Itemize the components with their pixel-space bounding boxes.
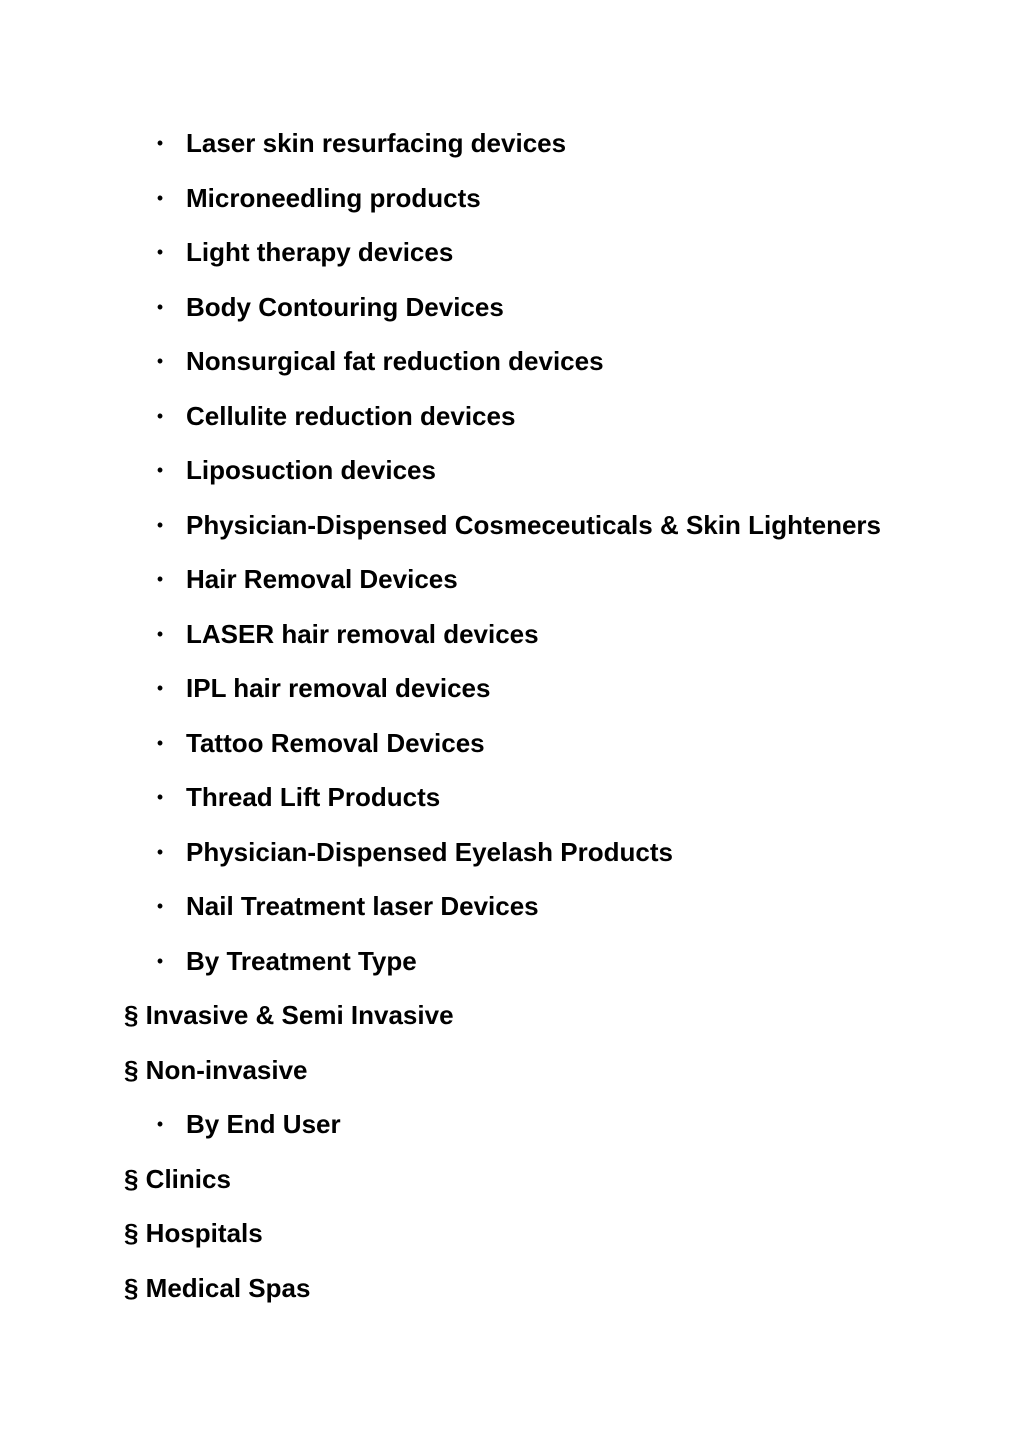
list-item-text: Light therapy devices bbox=[186, 237, 454, 267]
bullet-glyph: • bbox=[156, 296, 164, 317]
section-item bbox=[0, 988, 1023, 1043]
bullet-glyph: • bbox=[156, 405, 164, 426]
bullet-glyph: • bbox=[156, 623, 164, 644]
section-item-text: § Hospitals bbox=[124, 1218, 263, 1248]
list-item bbox=[0, 334, 1023, 389]
bullet-glyph: • bbox=[156, 678, 164, 698]
list-item bbox=[0, 661, 1023, 716]
bullet-glyph: • bbox=[156, 242, 164, 262]
list-item bbox=[0, 225, 1023, 280]
section-item-text: § Medical Spas bbox=[124, 1272, 311, 1303]
list-item-text: By Treatment Type bbox=[186, 945, 417, 976]
section-item bbox=[0, 1043, 1023, 1098]
list-item-text: Thread Lift Products bbox=[186, 782, 441, 812]
bullet-glyph: • bbox=[156, 950, 164, 971]
list-item-text: Liposuction devices bbox=[186, 455, 436, 485]
list-item bbox=[0, 770, 1023, 825]
list-item bbox=[0, 1097, 1023, 1152]
list-item bbox=[0, 552, 1023, 607]
bullet-glyph: • bbox=[156, 841, 164, 862]
list-item-text: LASER hair removal devices bbox=[186, 618, 539, 649]
bullet-glyph: • bbox=[156, 1114, 164, 1134]
bullet-glyph: • bbox=[156, 787, 164, 807]
list-item-text: Laser skin resurfacing devices bbox=[186, 128, 567, 158]
list-item-text: Physician-Dispensed Eyelash Products bbox=[186, 836, 673, 867]
list-item bbox=[0, 443, 1023, 498]
list-item-text: IPL hair removal devices bbox=[186, 673, 491, 703]
list-item-text: Tattoo Removal Devices bbox=[186, 727, 485, 758]
bullet-glyph: • bbox=[156, 187, 164, 208]
list-item bbox=[0, 934, 1023, 989]
list-item bbox=[0, 280, 1023, 335]
bullet-glyph: • bbox=[156, 133, 164, 153]
list-item-text: Body Contouring Devices bbox=[186, 291, 504, 322]
bullet-glyph: • bbox=[156, 351, 164, 371]
bullet-glyph: • bbox=[156, 732, 164, 753]
section-item bbox=[0, 1152, 1023, 1207]
list-item-text: Physician-Dispensed Cosmeceuticals & Skin Lighteners bbox=[186, 509, 882, 540]
section-item-text: § Clinics bbox=[124, 1163, 231, 1194]
bullet-glyph: • bbox=[156, 896, 164, 916]
list-item bbox=[0, 171, 1023, 226]
bullet-glyph: • bbox=[156, 514, 164, 535]
section-item bbox=[0, 1206, 1023, 1261]
section-item-text: § Invasive & Semi Invasive bbox=[124, 1000, 454, 1030]
bullet-glyph: • bbox=[156, 569, 164, 589]
list-item bbox=[0, 607, 1023, 662]
section-item bbox=[0, 1261, 1023, 1316]
bullet-glyph: • bbox=[156, 460, 164, 480]
list-item-text: Microneedling products bbox=[186, 182, 481, 213]
document-page bbox=[0, 116, 1023, 1315]
list-item bbox=[0, 825, 1023, 880]
list-item-text: Nail Treatment laser Devices bbox=[186, 891, 539, 921]
list-item bbox=[0, 389, 1023, 444]
list-item bbox=[0, 716, 1023, 771]
list-item bbox=[0, 498, 1023, 553]
list-item bbox=[0, 879, 1023, 934]
section-item-text: § Non-invasive bbox=[124, 1054, 308, 1085]
list-item-text: By End User bbox=[186, 1109, 341, 1139]
list-item-text: Nonsurgical fat reduction devices bbox=[186, 346, 604, 376]
list-item-text: Hair Removal Devices bbox=[186, 564, 458, 594]
list-item bbox=[0, 116, 1023, 171]
list-item-text: Cellulite reduction devices bbox=[186, 400, 516, 431]
